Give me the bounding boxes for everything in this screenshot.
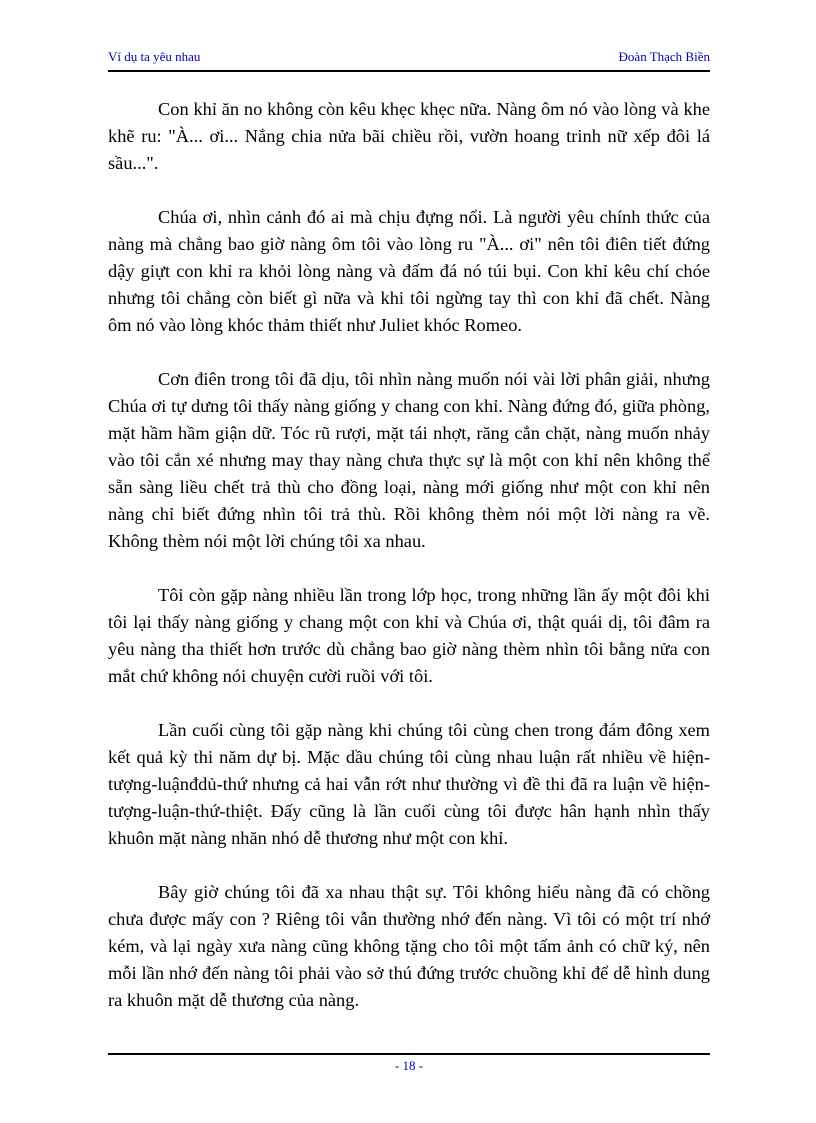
body-text [108, 96, 710, 1041]
header-divider [108, 70, 710, 72]
paragraph: Cơn điên trong tôi đã dịu, tôi nhìn nàng muốn nói vài lời phân giải, nhưng Chúa ơi tự dưng tôi thấy nàng giống y chang con khỉ. Nàng đứng đó, giữa phòng, mặt hầm hầm giận dữ. Tóc rũ rượi, mặt tái nhợt, răng cắn chặt, nàng muốn nhảy vào tôi cắn xé nhưng may thay nàng chưa thực sự là một con khỉ nên không thể sẵn sàng liều chết trả thù cho đồng loại, nàng mới giống như một con khỉ nên nàng chỉ biết đứng nhìn tôi trả thù. Rồi không thèm nói một lời nàng ra về. Không thèm nói một lời chúng tôi xa nhau. [108, 369, 710, 551]
header-book-title: Ví dụ ta yêu nhau [108, 49, 201, 64]
page-header [108, 49, 710, 69]
footer-divider [108, 1053, 710, 1055]
paragraph: Con khỉ ăn no không còn kêu khẹc khẹc nữa. Nàng ôm nó vào lòng và khe khẽ ru: "À... ơi... Nắng chia nửa bãi chiều rồi, vườn hoang trinh nữ xếp đôi lá sầu...". [108, 99, 710, 173]
paragraph: Chúa ơi, nhìn cảnh đó ai mà chịu đựng nổi. Là người yêu chính thức của nàng mà chẳng bao giờ nàng ôm tôi vào lòng ru "À... ơi" nên tôi điên tiết đứng dậy giựt con khỉ ra khỏi lòng nàng và đấm đá nó túi bụi. Con khỉ kêu chí chóe nhưng tôi chẳng còn biết gì nữa và khi tôi ngừng tay thì con khỉ đã chết. Nàng ôm nó vào lòng khóc thảm thiết như Juliet khóc Romeo. [108, 207, 710, 335]
page-number: - 18 - [394, 1058, 424, 1073]
header-author: Đoàn Thạch Biền [618, 49, 710, 64]
paragraph: Tôi còn gặp nàng nhiều lần trong lớp học, trong những lần ấy một đôi khi tôi lại thấy nàng giống y chang một con khỉ và Chúa ơi, thật quái dị, tôi đâm ra yêu nàng tha thiết hơn trước dù chẳng bao giờ nàng thèm nhìn tôi bằng nửa con mắt chứ không nói chuyện cười ruồi với tôi. [108, 585, 710, 686]
paragraph: Bây giờ chúng tôi đã xa nhau thật sự. Tôi không hiểu nàng đã có chồng chưa được mấy con ? Riêng tôi vẫn thường nhớ đến nàng. Vì tôi có một trí nhớ kém, và lại ngày xưa nàng cũng không tặng cho tôi một tấm ảnh có chữ ký, nên mỗi lần nhớ đến nàng tôi phải vào sở thú đứng trước chuồng khỉ để dễ hình dung ra khuôn mặt dễ thương của nàng. [108, 882, 710, 1010]
paragraph: Lần cuối cùng tôi gặp nàng khi chúng tôi cùng chen trong đám đông xem kết quả kỳ thi năm dự bị. Mặc dầu chúng tôi cùng nhau luận rất nhiều về hiện-tượng-luậnđdủ-thứ nhưng cả hai vẫn rớt như thường vì đề thi đã ra luận về hiện-tượng-luận-thứ-thiệt. Đấy cũng là lần cuối cùng tôi được hân hạnh nhìn thấy khuôn mặt nàng nhăn nhó dễ thương như một con khỉ. [108, 720, 710, 848]
